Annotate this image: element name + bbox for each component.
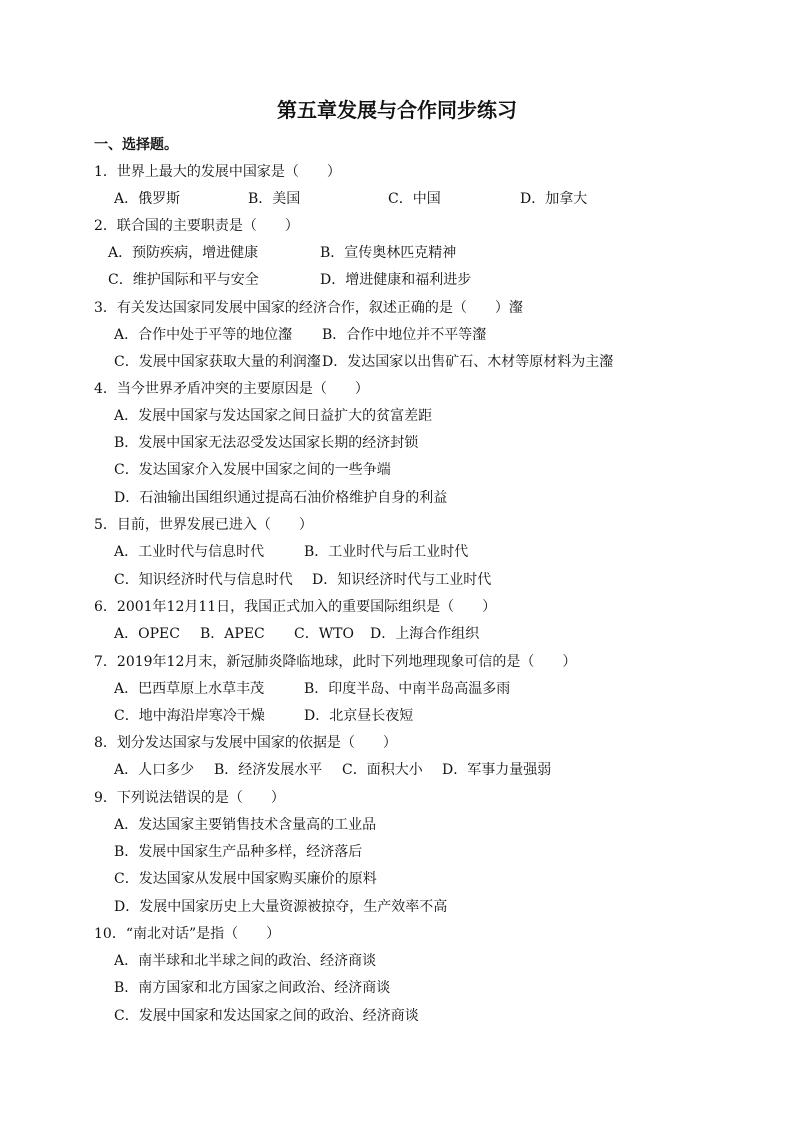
question-5-option-a: A．工业时代与信息时代 — [114, 544, 265, 560]
question-10-option-a: A．南半球和北半球之间的政治、经济商谈 — [114, 953, 377, 969]
document-title: 第五章发展与合作同步练习 — [277, 98, 517, 122]
question-2-option-b: B．宣传奥林匹克精神 — [320, 245, 457, 261]
question-10-option-c: C．发展中国家和发达国家之间的政治、经济商谈 — [114, 1008, 419, 1024]
question-2-option-c: C．维护国际和平与安全 — [108, 272, 259, 288]
question-4-option-c: C．发达国家介入发展中国家之间的一些争端 — [114, 462, 391, 478]
question-5-option-d: D．知识经济时代与工业时代 — [312, 572, 492, 588]
question-7-option-b: B．印度半岛、中南半岛高温多雨 — [304, 681, 511, 697]
question-2-option-d: D．增进健康和福利进步 — [320, 272, 472, 288]
question-9-option-c: C．发达国家从发展中国家购买廉价的原料 — [114, 871, 377, 887]
question-4-option-d: D．石油输出国组织通过提高石油价格维护自身的利益 — [114, 490, 448, 506]
question-3-option-c: C．发展中国家获取大量的利润瀣 — [114, 354, 321, 370]
question-3-option-b: B．合作中地位并不平等瀣 — [322, 327, 487, 343]
question-7-stem: 7．2019年12月末，新冠肺炎降临地球，此时下列地理现象可信的是（ ） — [94, 654, 577, 670]
question-8-option-b: B．经济发展水平 — [214, 762, 323, 778]
question-6-option-d: D．上海合作组织 — [370, 626, 480, 642]
question-8-option-a: A．人口多少 — [114, 762, 195, 778]
question-9-option-a: A．发达国家主要销售技术含量高的工业品 — [114, 817, 377, 833]
question-10-option-b: B．南方国家和北方国家之间政治、经济商谈 — [114, 980, 391, 996]
question-10-stem: 10．“南北对话”是指（ ） — [94, 926, 281, 942]
question-6-option-c: C．WTO — [294, 626, 354, 642]
question-2-stem: 2．联合国的主要职责是（ ） — [94, 218, 299, 234]
question-6-option-a: A．OPEC — [114, 626, 180, 642]
question-7-option-d: D．北京昼长夜短 — [304, 708, 414, 724]
question-4-option-b: B．发展中国家无法忍受发达国家长期的经济封锁 — [114, 435, 419, 451]
question-6-option-b: B．APEC — [200, 626, 265, 642]
section-heading: 一、选择题。 — [94, 137, 178, 153]
question-1-option-b: B．美国 — [248, 191, 301, 207]
question-1-option-d: D．加拿大 — [520, 191, 588, 207]
question-5-option-c: C．知识经济时代与信息时代 — [114, 572, 293, 588]
question-3-option-a: A．合作中处于平等的地位瀣 — [114, 327, 293, 343]
question-3-option-d: D．发达国家以出售矿石、木材等原材料为主瀣 — [322, 354, 614, 370]
question-4-stem: 4．当今世界矛盾冲突的主要原因是（ ） — [94, 381, 369, 397]
question-9-option-d: D．发展中国家历史上大量资源被掠夺，生产效率不高 — [114, 899, 448, 915]
question-7-option-a: A．巴西草原上水草丰茂 — [114, 681, 265, 697]
question-5-stem: 5．目前，世界发展已进入（ ） — [94, 517, 313, 533]
question-8-option-d: D．军事力量强弱 — [442, 762, 552, 778]
question-2-option-a: A．预防疾病，增进健康 — [108, 245, 259, 261]
question-9-stem: 9．下列说法错误的是（ ） — [94, 790, 285, 806]
question-5-option-b: B．工业时代与后工业时代 — [304, 544, 469, 560]
question-7-option-c: C．地中海沿岸寒冷干燥 — [114, 708, 265, 724]
question-9-option-b: B．发展中国家生产品种多样，经济落后 — [114, 844, 363, 860]
question-8-option-c: C．面积大小 — [342, 762, 423, 778]
question-6-stem: 6．2001年12月11日，我国正式加入的重要国际组织是（ ） — [94, 599, 497, 615]
question-1-option-c: C．中国 — [388, 191, 441, 207]
question-4-option-a: A．发展中国家与发达国家之间日益扩大的贫富差距 — [114, 408, 433, 424]
question-1-option-a: A．俄罗斯 — [114, 191, 181, 207]
question-1-stem: 1．世界上最大的发展中国家是（ ） — [94, 164, 341, 180]
question-3-stem: 3．有关发达国家同发展中国家的经济合作，叙述正确的是（ ）瀣 — [94, 300, 523, 316]
question-8-stem: 8．划分发达国家与发展中国家的依据是（ ） — [94, 735, 397, 751]
